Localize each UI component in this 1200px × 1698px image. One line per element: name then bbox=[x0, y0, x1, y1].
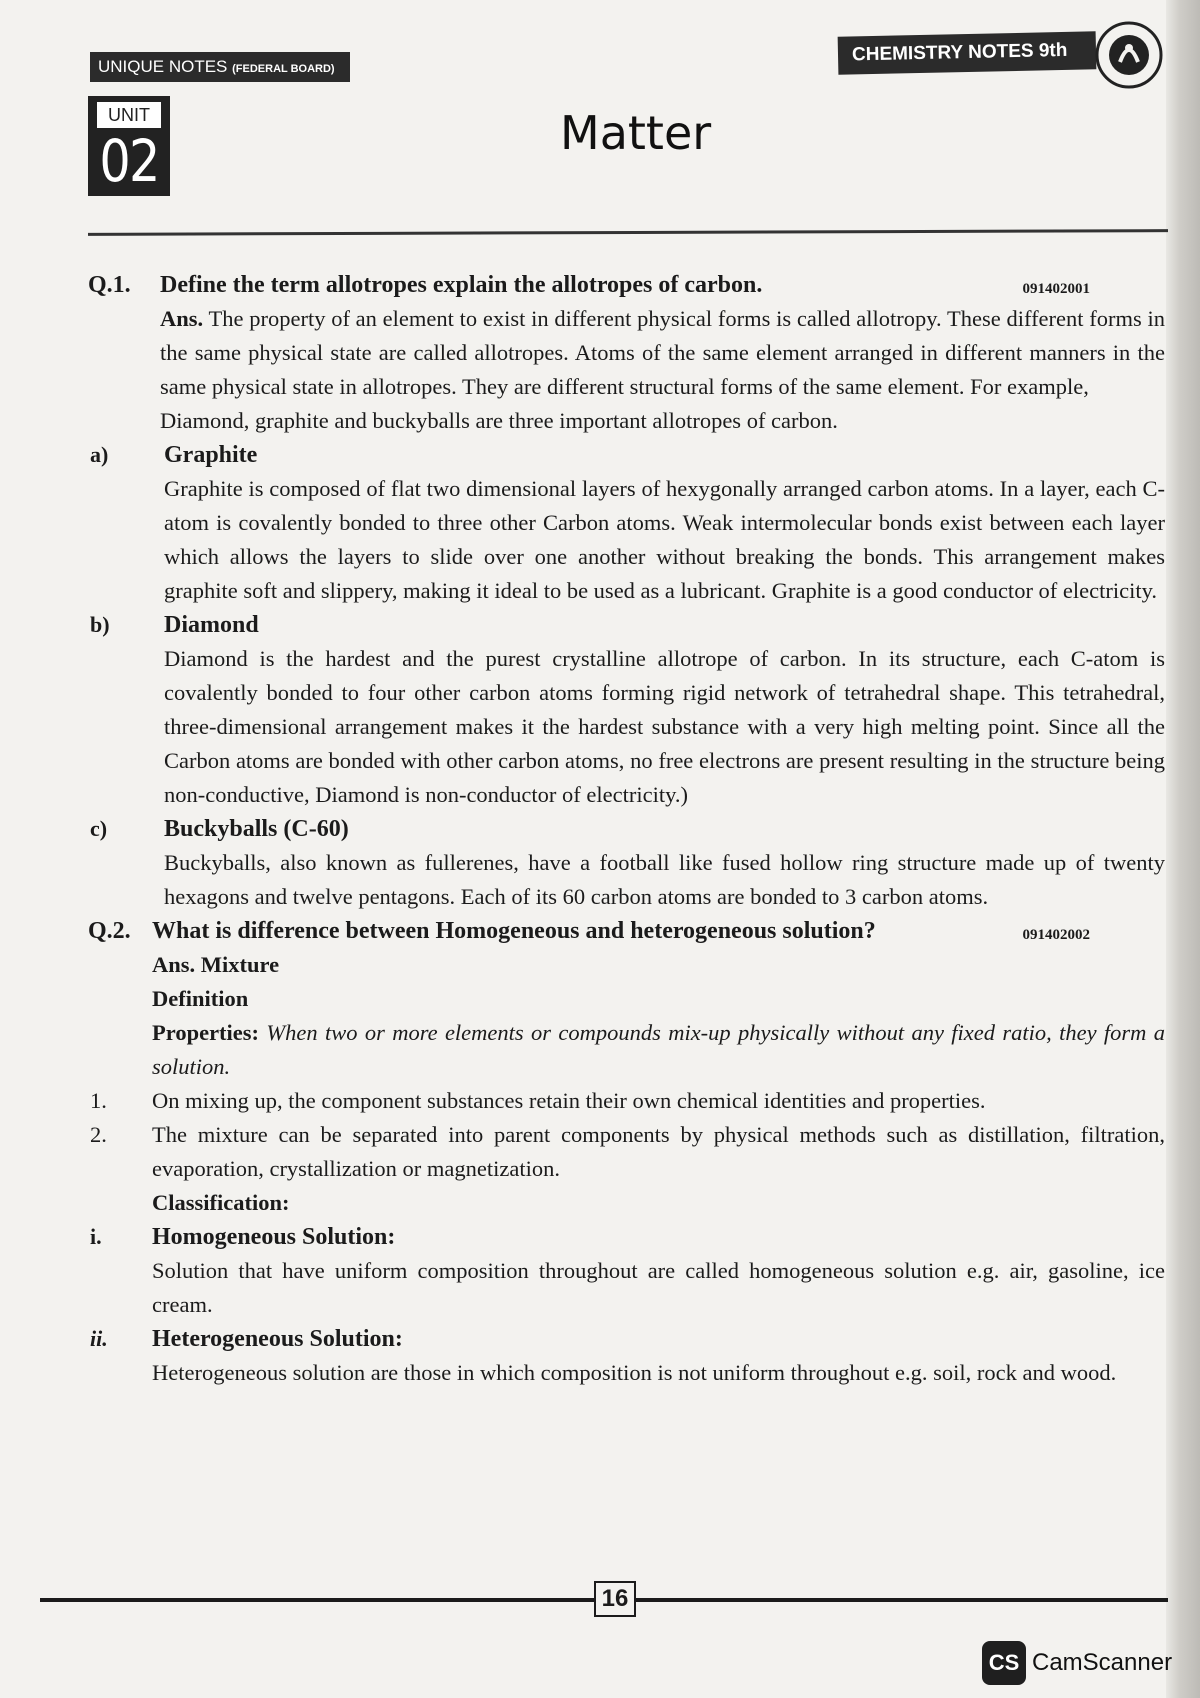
header-right-badge: CHEMISTRY NOTES 9th bbox=[838, 31, 1097, 74]
type-number: i. bbox=[90, 1224, 102, 1249]
question-1-text: Define the term allotropes explain the allotropes of carbon. bbox=[160, 272, 763, 298]
type-number: ii. bbox=[90, 1326, 108, 1351]
unit-number: 02 bbox=[99, 127, 159, 195]
answer-mixture: Ans. Mixture bbox=[152, 952, 280, 977]
question-2-text: What is difference between Homogeneous and heterogeneous solution? bbox=[152, 918, 876, 944]
header-left-badge bbox=[90, 52, 350, 82]
properties-text: When two or more elements or compounds mix-up physically without any fixed ratio, they form a solution. bbox=[152, 1020, 1166, 1079]
item-text: Diamond is the hardest and the purest crystalline allotrope of carbon. In its structure, each C-atom is covalently bonded to four other carbon atoms forming rigid network of tetrahedral shape. This tetrahedral, three-dimensional arrangement makes it the hardest substance with a very high melting point. Since all the Carbon atoms are bonded with other carbon atoms, no free electrons are present resulting in the structure being non-conductive, Diamond is non-conductor of electricity.) bbox=[164, 646, 1165, 807]
footer-rule-left bbox=[40, 1598, 596, 1602]
list-item bbox=[80, 1118, 1165, 1186]
definition-heading: Definition bbox=[152, 986, 249, 1011]
classification-heading: Classification: bbox=[152, 1190, 290, 1215]
header-left-main: UNIQUE NOTES bbox=[98, 57, 228, 76]
allotrope-diamond bbox=[80, 608, 1165, 642]
question-1 bbox=[80, 268, 1165, 302]
type-heterogeneous bbox=[80, 1322, 1165, 1356]
question-2-code: 091402002 bbox=[1022, 927, 1090, 943]
question-1-number: Q.1. bbox=[88, 272, 131, 298]
camscanner-logo-icon: CS bbox=[982, 1641, 1026, 1685]
list-item-number: 2. bbox=[90, 1122, 107, 1147]
page-title: Matter bbox=[560, 106, 712, 160]
item-label: c) bbox=[90, 816, 108, 841]
list-item-text: The mixture can be separated into parent components by physical methods such as distillation, filtration, evaporation, crystallization or magnetization. bbox=[152, 1122, 1165, 1181]
type-text: Solution that have uniform composition throughout are called homogeneous solution e.g. air, gasoline, ice cream. bbox=[152, 1258, 1165, 1317]
item-title: Graphite bbox=[164, 442, 258, 468]
properties-label: Properties: bbox=[152, 1020, 260, 1045]
item-title: Buckyballs (C-60) bbox=[164, 816, 349, 842]
question-1-code: 091402001 bbox=[1022, 281, 1090, 297]
question-2 bbox=[80, 914, 1165, 948]
item-label: a) bbox=[90, 442, 109, 467]
page-edge-shadow bbox=[1166, 0, 1200, 1698]
type-title: Homogeneous Solution: bbox=[152, 1224, 396, 1250]
title-divider bbox=[88, 229, 1168, 236]
unit-label: UNIT bbox=[97, 102, 161, 128]
content-area bbox=[80, 268, 1165, 1390]
camscanner-text: CamScanner bbox=[1032, 1649, 1173, 1676]
list-item-number: 1. bbox=[90, 1088, 107, 1113]
page-number: 16 bbox=[594, 1581, 636, 1617]
type-text: Heterogeneous solution are those in which composition is not uniform throughout e.g. soil, rock and wood. bbox=[152, 1360, 1117, 1385]
item-text: Buckyballs, also known as fullerenes, have a football like fused hollow ring structure made up of twenty hexagons and twelve pentagons. Each of its 60 carbon atoms are bonded to 3 carbon atoms. bbox=[164, 850, 1165, 909]
properties bbox=[152, 1016, 1165, 1084]
answer-label: Ans. bbox=[160, 306, 204, 331]
header-left-sub: (FEDERAL BOARD) bbox=[232, 63, 335, 75]
item-label: b) bbox=[90, 612, 110, 637]
question-2-number: Q.2. bbox=[88, 918, 131, 944]
answer-text: The property of an element to exist in different physical forms is called allotropy. These different forms in the same physical state are called allotropes. Atoms of the same element arranged in different manners in the same physical state in allotropes. They are different structural forms of the same element. For example, bbox=[160, 306, 1166, 399]
footer-rule-right bbox=[632, 1598, 1168, 1602]
answer-text-2: Diamond, graphite and buckyballs are three important allotropes of carbon. bbox=[160, 408, 838, 433]
publisher-seal-icon bbox=[1094, 20, 1164, 90]
list-item bbox=[80, 1084, 1165, 1118]
item-text: Graphite is composed of flat two dimensional layers of hexygonally arranged carbon atoms. In a layer, each C-atom is covalently bonded to three other Carbon atoms. Weak intermolecular bonds exist between each layer which allows the layers to slide over one another without breaking the bonds. This arrangement makes graphite soft and slippery, making it ideal to be used as a lubricant. Graphite is a good conductor of electricity. bbox=[164, 476, 1165, 603]
type-homogeneous bbox=[80, 1220, 1165, 1254]
question-1-answer bbox=[160, 302, 1165, 404]
type-title: Heterogeneous Solution: bbox=[152, 1326, 403, 1352]
list-item-text: On mixing up, the component substances retain their own chemical identities and properties. bbox=[152, 1088, 986, 1113]
unit-badge bbox=[88, 96, 170, 196]
allotrope-buckyballs bbox=[80, 812, 1165, 846]
item-title: Diamond bbox=[164, 612, 259, 638]
allotrope-graphite bbox=[80, 438, 1165, 472]
camscanner-watermark bbox=[982, 1641, 1172, 1685]
